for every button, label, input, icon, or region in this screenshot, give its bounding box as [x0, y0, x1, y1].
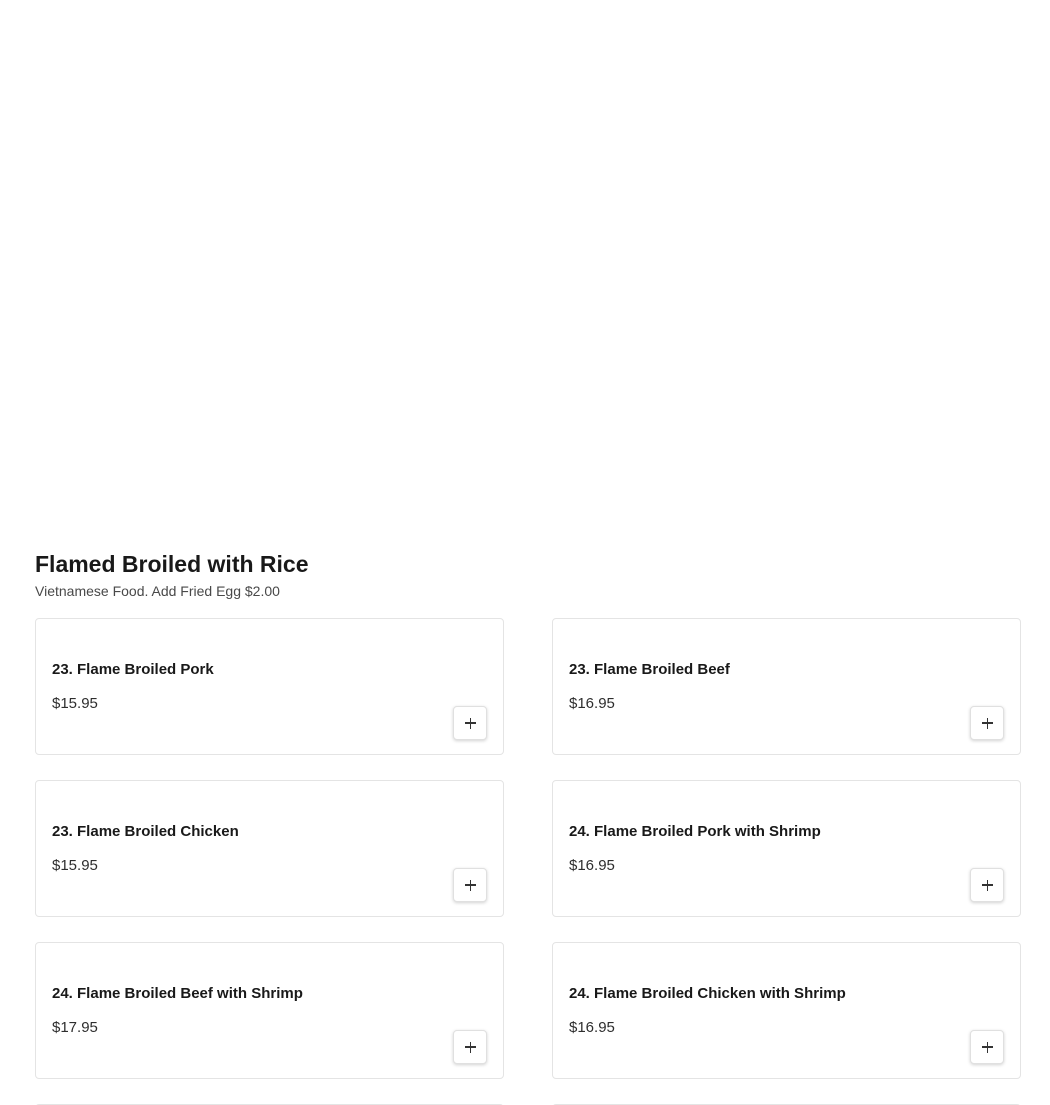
menu-item-name: 24. Flame Broiled Pork with Shrimp — [569, 823, 821, 840]
menu-item-name: 23. Flame Broiled Chicken — [52, 823, 239, 840]
menu-item-card[interactable] — [35, 618, 504, 755]
menu-item-name: 24. Flame Broiled Chicken with Shrimp — [569, 985, 846, 1002]
add-item-button[interactable] — [453, 1030, 487, 1064]
add-item-button[interactable] — [453, 706, 487, 740]
plus-icon — [982, 718, 993, 729]
menu-item-card[interactable] — [35, 780, 504, 917]
menu-item-price: $16.95 — [569, 1019, 615, 1036]
add-item-button[interactable] — [453, 868, 487, 902]
section-title: Flamed Broiled with Rice — [35, 551, 309, 577]
menu-item-name: 23. Flame Broiled Beef — [569, 661, 730, 678]
menu-item-card[interactable] — [35, 942, 504, 1079]
menu-item-name: 23. Flame Broiled Pork — [52, 661, 214, 678]
menu-item-name: 24. Flame Broiled Beef with Shrimp — [52, 985, 303, 1002]
plus-icon — [465, 1042, 476, 1053]
plus-icon — [465, 880, 476, 891]
menu-item-price: $16.95 — [569, 695, 615, 712]
menu-item-card[interactable] — [552, 618, 1021, 755]
menu-item-price: $15.95 — [52, 857, 98, 874]
menu-item-card[interactable] — [552, 942, 1021, 1079]
menu-items-grid — [35, 618, 1021, 1105]
add-item-button[interactable] — [970, 706, 1004, 740]
menu-item-card[interactable] — [552, 780, 1021, 917]
menu-item-price: $15.95 — [52, 695, 98, 712]
plus-icon — [982, 1042, 993, 1053]
section-subtitle: Vietnamese Food. Add Fried Egg $2.00 — [35, 583, 280, 599]
plus-icon — [982, 880, 993, 891]
menu-item-price: $16.95 — [569, 857, 615, 874]
menu-item-price: $17.95 — [52, 1019, 98, 1036]
plus-icon — [465, 718, 476, 729]
add-item-button[interactable] — [970, 1030, 1004, 1064]
add-item-button[interactable] — [970, 868, 1004, 902]
menu-section — [35, 548, 1021, 1105]
